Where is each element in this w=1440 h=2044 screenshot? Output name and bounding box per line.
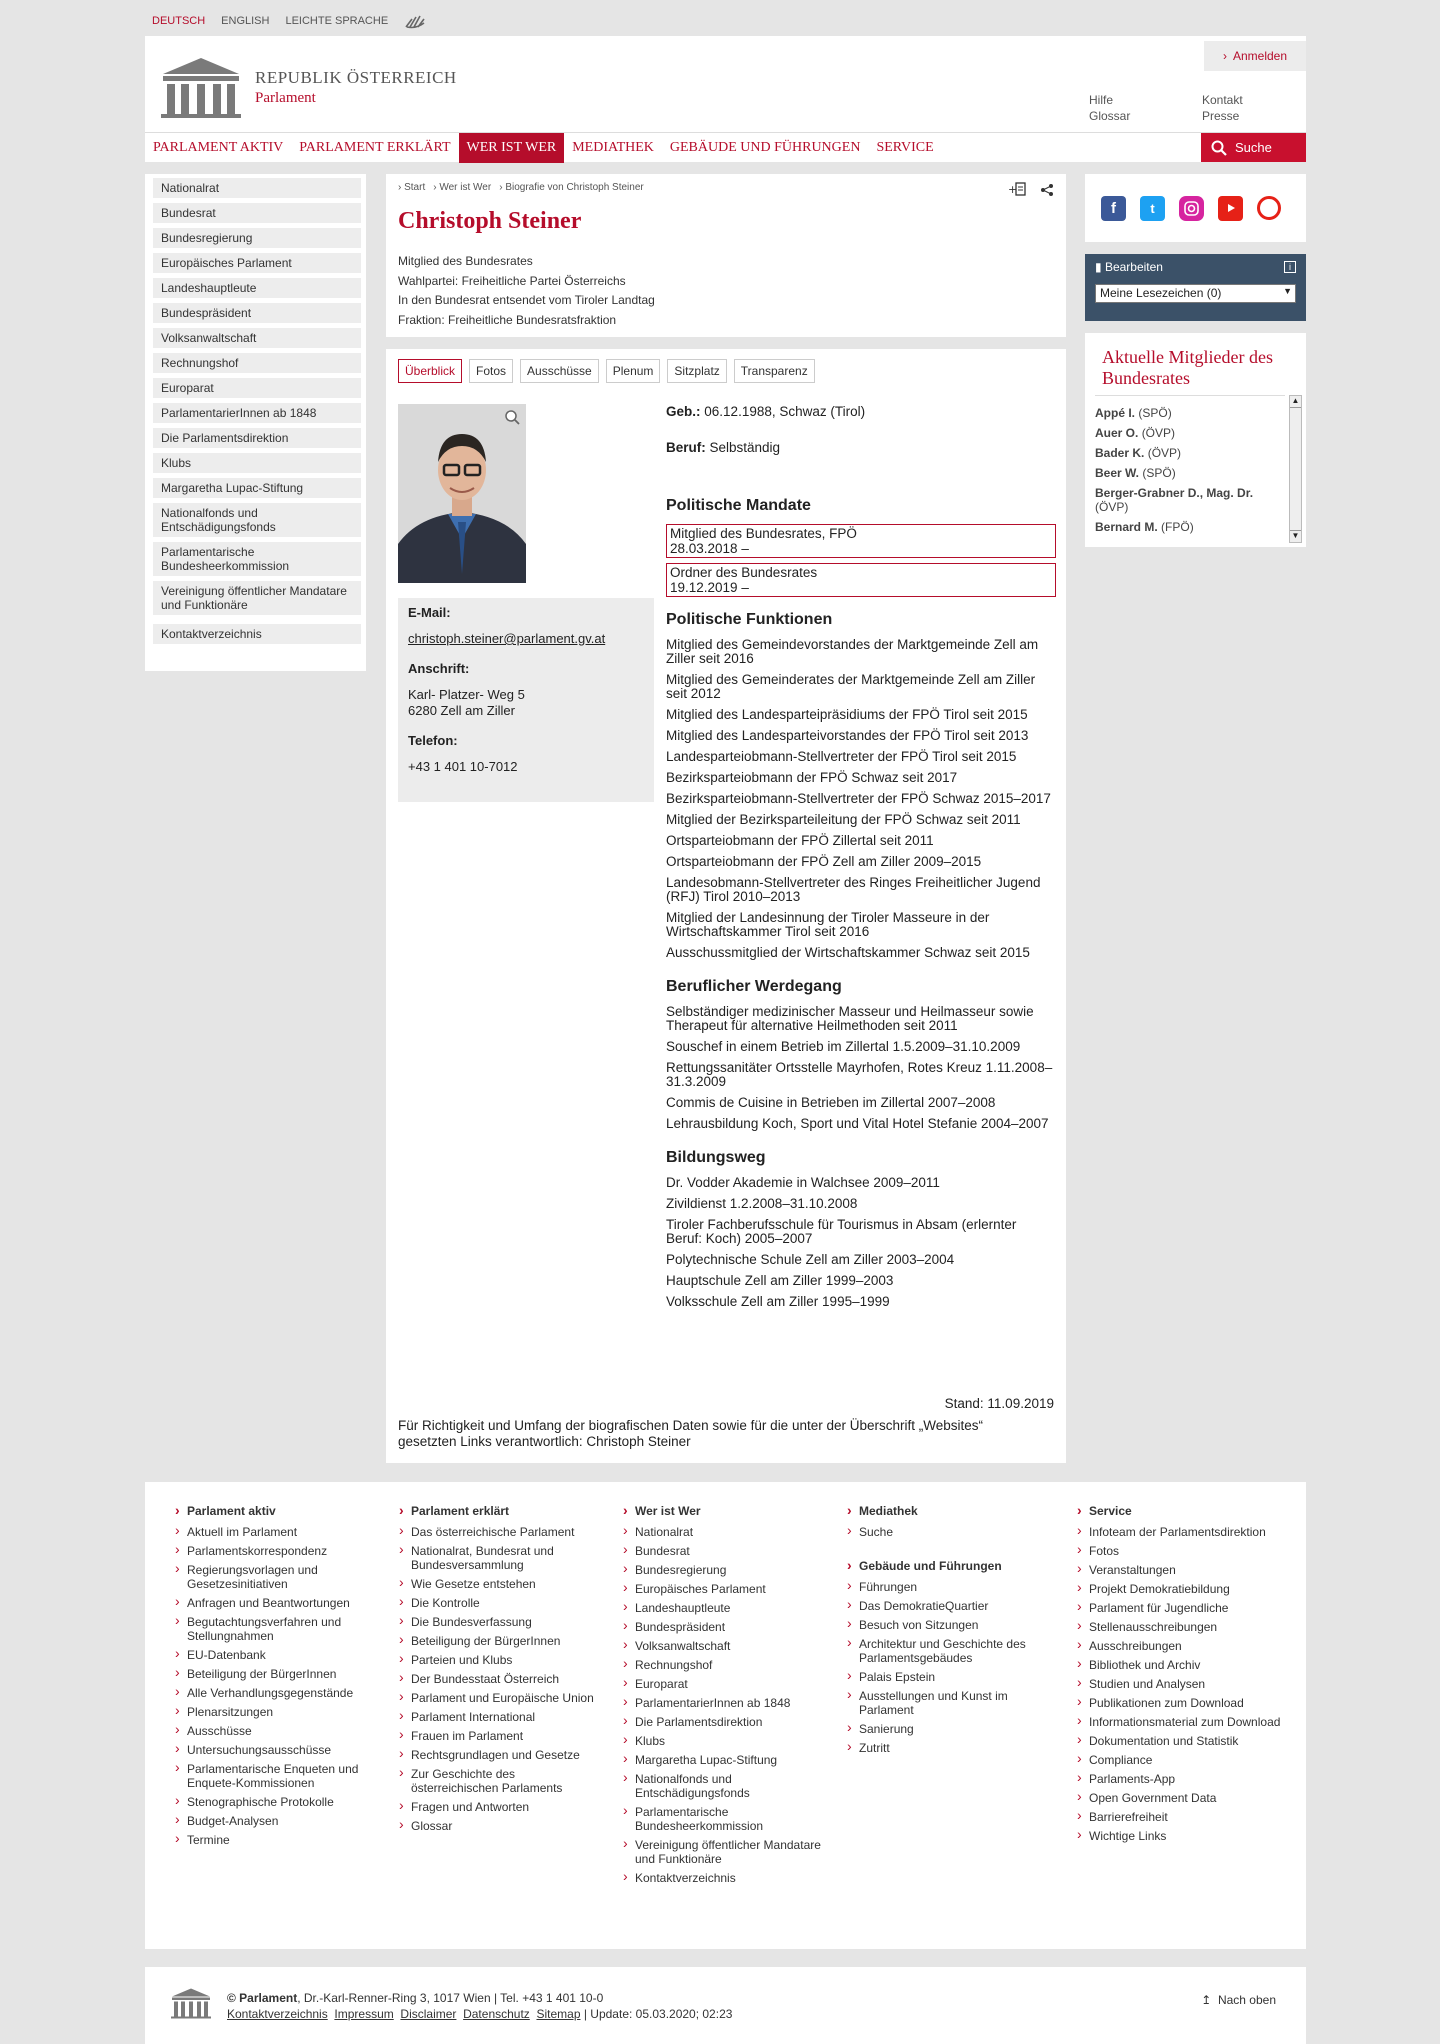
twitter-icon[interactable]: t — [1140, 196, 1165, 221]
list-item: Landesparteiobmann-Stellvertreter der FPÖ Tirol seit 2015 — [666, 749, 1017, 764]
footer-link[interactable]: › Untersuchungsausschüsse — [175, 1743, 380, 1757]
list-item: Rettungssanitäter Ortsstelle Mayrhofen, Rotes Kreuz 1.11.2008–31.3.2009 — [666, 1060, 1053, 1089]
mandate-date: 19.12.2019 – — [670, 580, 749, 595]
parliament-building-icon — [170, 1987, 212, 2019]
parliament-building-icon — [159, 56, 243, 118]
footer-link[interactable]: › Europäisches Parlament — [623, 1582, 828, 1596]
footer-link[interactable]: › Beteiligung der BürgerInnen — [175, 1667, 380, 1681]
list-item: Selbständiger medizinischer Masseur und Heilmasseur sowie Therapeut für alternative Heilmethoden seit 2011 — [666, 1004, 1034, 1033]
footer-link[interactable]: › Bundespräsident — [623, 1620, 828, 1634]
footer-link[interactable]: › Zutritt — [847, 1741, 1052, 1755]
footer-link[interactable]: › Parlamentarische Bundesheerkommission — [623, 1805, 828, 1833]
list-item: Mitglied des Gemeinderates der Marktgemeinde Zell am Ziller seit 2012 — [666, 672, 1036, 701]
list-item[interactable] — [1095, 446, 1285, 460]
tab-transparenz[interactable]: Transparenz — [734, 359, 815, 383]
list-item: Lehrausbildung Koch, Sport und Vital Hotel Stefanie 2004–2007 — [666, 1116, 1049, 1131]
footer-link[interactable]: › Führungen — [847, 1580, 1052, 1594]
sidebar-item-kontaktverzeichnis[interactable]: Kontaktverzeichnis — [153, 624, 361, 644]
footer-column-erklaert — [399, 1504, 604, 1838]
education-heading: Bildungsweg — [666, 1149, 766, 1166]
footer-link[interactable]: › Informationsmaterial zum Download — [1077, 1715, 1282, 1729]
footer-link[interactable]: › Europarat — [623, 1677, 828, 1691]
list-item: Dr. Vodder Akademie in Walchsee 2009–2011 — [666, 1175, 940, 1190]
footer-heading[interactable]: › Parlament aktiv — [175, 1504, 380, 1518]
sidebar — [145, 174, 366, 671]
footer-link[interactable]: › Barrierefreiheit — [1077, 1810, 1282, 1824]
portrait-photo[interactable] — [398, 404, 526, 583]
list-item: Mitglied des Landesparteipräsidiums der FPÖ Tirol seit 2015 — [666, 707, 1028, 722]
sidebar-item-nationalfonds[interactable]: Nationalfonds und Entschädigungsfonds — [153, 503, 361, 537]
logo-title: REPUBLIK ÖSTERREICH — [255, 67, 457, 87]
footer-column-aktiv — [175, 1504, 380, 1852]
update-info: | Update: 05.03.2020; 02:23 — [583, 2007, 733, 2021]
email-label: E-Mail: — [408, 605, 451, 620]
member-name: Bader K. — [1095, 446, 1145, 460]
footer-link[interactable]: › Aktuell im Parlament — [175, 1525, 380, 1539]
list-item: Ortsparteiobmann der FPÖ Zillertal seit 2011 — [666, 833, 934, 848]
biography — [666, 404, 1056, 1316]
sidebar-item-klubs[interactable]: Klubs — [153, 453, 361, 473]
svg-text:+: + — [1008, 183, 1018, 196]
sidebar-item-bundesrat[interactable]: Bundesrat — [153, 203, 361, 223]
breadcrumb-start-label: Start — [404, 182, 426, 193]
list-item[interactable] — [1095, 426, 1285, 440]
footer-heading[interactable]: › Gebäude und Führungen — [847, 1559, 1052, 1573]
person-summary — [398, 252, 655, 330]
member-party: (ÖVP) — [1095, 500, 1129, 514]
footer-column-mediathek — [847, 1504, 1052, 1760]
members-panel — [1085, 333, 1306, 547]
breadcrumb — [398, 182, 644, 193]
sidebar-item-landeshauptleute[interactable]: Landeshauptleute — [153, 278, 361, 298]
list-item: Zivildienst 1.2.2008–31.10.2008 — [666, 1196, 858, 1211]
footer-link[interactable]: › Ausstellungen und Kunst im Parlament — [847, 1689, 1052, 1717]
login-button[interactable]: › Anmelden — [1204, 41, 1306, 71]
footer-link[interactable]: › Parteien und Klubs — [399, 1653, 604, 1667]
profile-tabs — [398, 359, 815, 383]
footer-link[interactable]: › Wie Gesetze entstehen — [399, 1577, 604, 1591]
footer-link[interactable]: › Parlaments-App — [1077, 1772, 1282, 1786]
birth-label: Geb.: — [666, 404, 701, 419]
footer-link[interactable]: › Termine — [175, 1833, 380, 1847]
tab-ausschuesse[interactable]: Ausschüsse — [520, 359, 599, 383]
members-title: Aktuelle Mitglieder des Bundesrates — [1102, 347, 1273, 388]
presse-link[interactable]: Presse — [1202, 109, 1240, 123]
footer-link-sitemap[interactable]: Sitemap — [536, 2007, 581, 2021]
tab-sitzplatz[interactable]: Sitzplatz — [667, 359, 726, 383]
education-list — [666, 1176, 1056, 1309]
member-party: (ÖVP) — [1147, 446, 1182, 460]
email-link[interactable]: christoph.steiner@parlament.gv.at — [408, 631, 606, 646]
footer-link-impressum[interactable]: Impressum — [334, 2007, 394, 2021]
list-item: Souschef in einem Betrieb im Zillertal 1.5.2009–31.10.2009 — [666, 1039, 1021, 1054]
page-title: Christoph Steiner — [398, 208, 582, 234]
list-item: Polytechnische Schule Zell am Ziller 2003–2004 — [666, 1252, 955, 1267]
footer-link[interactable]: › Open Government Data — [1077, 1791, 1282, 1805]
list-item[interactable] — [1095, 486, 1285, 514]
login-label: Anmelden — [1232, 49, 1288, 63]
bookmarks-header: ▮ Bearbeiten — [1095, 260, 1163, 274]
parlament-app-icon[interactable] — [1257, 196, 1281, 220]
portrait-image — [398, 404, 526, 583]
tab-plenum[interactable]: Plenum — [606, 359, 661, 383]
page-tools — [1008, 182, 1054, 198]
footer-link[interactable]: › Kontaktverzeichnis — [623, 1871, 828, 1885]
parlament-logo[interactable] — [159, 56, 457, 118]
breadcrumb-current-label: Biografie von Christoph Steiner — [505, 182, 644, 193]
members-scrollbar[interactable] — [1289, 395, 1302, 543]
member-party: (SPÖ) — [1142, 466, 1176, 480]
list-item[interactable] — [1095, 406, 1285, 420]
facebook-icon[interactable]: f — [1101, 196, 1126, 221]
nav-service[interactable]: SERVICE — [876, 139, 934, 155]
sidebar-item-vereinigung[interactable]: Vereinigung öffentlicher Mandatare und Funktionäre — [153, 581, 361, 615]
mandate-title: Mitglied des Bundesrates, FPÖ — [670, 526, 857, 541]
sidebar-item-parlamentarier[interactable]: ParlamentarierInnen ab 1848 — [153, 403, 361, 423]
job-info — [666, 440, 1056, 455]
member-party: (SPÖ) — [1138, 406, 1172, 420]
sidebar-item-parlamentsdirektion[interactable]: Die Parlamentsdirektion — [153, 428, 361, 448]
social-links — [1085, 174, 1306, 242]
footer-link[interactable]: › Volksanwaltschaft — [623, 1639, 828, 1653]
footer-link[interactable]: › Palais Epstein — [847, 1670, 1052, 1684]
main-nav — [145, 132, 1306, 162]
person-role: Mitglied des Bundesrates — [398, 254, 533, 268]
tab-fotos[interactable]: Fotos — [469, 359, 513, 383]
list-item: Bezirksparteiobmann der FPÖ Schwaz seit 2017 — [666, 770, 958, 785]
footer-link[interactable]: › Frauen im Parlament — [399, 1729, 604, 1743]
mandate-date: 28.03.2018 – — [670, 541, 749, 556]
search-button[interactable] — [1201, 133, 1306, 162]
footer-link[interactable]: › Sanierung — [847, 1722, 1052, 1736]
list-item[interactable] — [1095, 466, 1285, 480]
list-item: Mitglied des Gemeindevorstandes der Marktgemeinde Zell am Ziller seit 2016 — [666, 637, 1039, 666]
members-list — [1095, 395, 1285, 545]
sidebar-item-eu-parlament[interactable]: Europäisches Parlament — [153, 253, 361, 273]
footer-link[interactable]: › Klubs — [623, 1734, 828, 1748]
sidebar-item-bundesheerkommission[interactable]: Parlamentarische Bundesheerkommission — [153, 542, 361, 576]
footer-link[interactable]: › Regierungsvorlagen und Gesetzesinitiativen — [175, 1563, 380, 1591]
footer-link[interactable]: › ParlamentarierInnen ab 1848 — [623, 1696, 828, 1710]
profile-content-card — [386, 349, 1066, 1463]
sidebar-item-nationalrat[interactable]: Nationalrat — [153, 178, 361, 198]
footer-link[interactable]: › Begutachtungsverfahren und Stellungnahmen — [175, 1615, 380, 1643]
mandate-item — [666, 524, 1056, 558]
sidebar-item-rechnungshof[interactable]: Rechnungshof — [153, 353, 361, 373]
footer-link[interactable]: › Glossar — [399, 1819, 604, 1833]
member-party: (ÖVP) — [1141, 426, 1176, 440]
footer-link[interactable]: › Nationalfonds und Entschädigungsfonds — [623, 1772, 828, 1800]
footer-link[interactable]: › Der Bundesstaat Österreich — [399, 1672, 604, 1686]
footer-link[interactable]: › Parlament für Jugendliche — [1077, 1601, 1282, 1615]
sidebar-item-bundesregierung[interactable]: Bundesregierung — [153, 228, 361, 248]
member-party: (FPÖ) — [1161, 520, 1194, 534]
search-label: Suche — [1235, 140, 1272, 155]
back-to-top-label: Nach oben — [1217, 1993, 1276, 2007]
list-item: Mitglied des Landesparteivorstandes der FPÖ Tirol seit 2013 — [666, 728, 1029, 743]
footer-link[interactable]: › EU-Datenbank — [175, 1648, 380, 1662]
footer-link[interactable]: › Stellenausschreibungen — [1077, 1620, 1282, 1634]
tab-ueberblick[interactable]: Überblick — [398, 359, 462, 383]
footer-heading[interactable]: › Wer ist Wer — [623, 1504, 828, 1518]
sidebar-item-volksanwaltschaft[interactable]: Volksanwaltschaft — [153, 328, 361, 348]
sidebar-item-lupac[interactable]: Margaretha Lupac-Stiftung — [153, 478, 361, 498]
hilfe-link[interactable]: Hilfe — [1089, 93, 1114, 107]
footer-link[interactable]: › Parlament und Europäische Union — [399, 1691, 604, 1705]
footer-link[interactable]: › Anfragen und Beantwortungen — [175, 1596, 380, 1610]
list-item: Ausschussmitglied der Wirtschaftskammer Schwaz seit 2015 — [666, 945, 1030, 960]
nav-parlament-aktiv[interactable]: PARLAMENT AKTIV — [153, 139, 284, 155]
footer-link[interactable]: › Nationalrat, Bundesrat und Bundesversammlung — [399, 1544, 604, 1572]
member-name: Auer O. — [1095, 426, 1139, 440]
job-value: Selbständig — [709, 440, 781, 455]
footer-link[interactable]: › Margaretha Lupac-Stiftung — [623, 1753, 828, 1767]
last-updated: Stand: 11.09.2019 — [944, 1396, 1054, 1411]
footer-link-disclaimer[interactable]: Disclaimer — [400, 2007, 457, 2021]
footer-link[interactable]: › Bundesrat — [623, 1544, 828, 1558]
footer-link[interactable]: › Landeshauptleute — [623, 1601, 828, 1615]
footer-link[interactable]: › Budget-Analysen — [175, 1814, 380, 1828]
mandate-title: Ordner des Bundesrates — [670, 565, 818, 580]
arrow-up-icon: ↥ — [1201, 1993, 1212, 2007]
footer-link[interactable]: › Bibliothek und Archiv — [1077, 1658, 1282, 1672]
footer-link[interactable]: › Fragen und Antworten — [399, 1800, 604, 1814]
footer-link[interactable]: › Architektur und Geschichte des Parlamentsgebäudes — [847, 1637, 1052, 1665]
nav-wer-ist-wer[interactable]: WER IST WER — [459, 133, 565, 163]
list-item[interactable] — [1095, 520, 1285, 534]
logo-subtitle: Parlament — [255, 89, 316, 106]
footer-link[interactable]: › Wichtige Links — [1077, 1829, 1282, 1843]
footer-heading[interactable]: › Service — [1077, 1504, 1282, 1518]
list-item: Commis de Cuisine in Betrieben im Zillertal 2007–2008 — [666, 1095, 996, 1110]
footer-link[interactable]: › Stenographische Protokolle — [175, 1795, 380, 1809]
address-value — [408, 687, 644, 719]
copyright-block — [227, 1990, 732, 2022]
footer — [145, 1482, 1306, 1949]
footer-link[interactable]: › Besuch von Sitzungen — [847, 1618, 1052, 1632]
person-faction: Fraktion: Freiheitliche Bundesratsfraktion — [398, 312, 617, 327]
list-item: Volksschule Zell am Ziller 1995–1999 — [666, 1294, 890, 1309]
list-item: Landesobmann-Stellvertreter des Ringes Freiheitlicher Jugend (RFJ) Tirol 2010–2013 — [666, 875, 1041, 904]
bookmarks-select[interactable] — [1095, 284, 1296, 303]
footer-link[interactable]: › Das österreichische Parlament — [399, 1525, 604, 1539]
list-item: Tiroler Fachberufsschule für Tourismus in Absam (erlernter Beruf: Koch) 2005–2007 — [666, 1217, 1017, 1246]
list-item: Mitglied der Landesinnung der Tiroler Masseure in der Wirtschaftskammer Tirol seit 2016 — [666, 910, 990, 939]
footer-link[interactable]: › Fotos — [1077, 1544, 1282, 1558]
address: , Dr.-Karl-Renner-Ring 3, 1017 Wien | Tel. +43 1 401 10-0 — [297, 1991, 604, 2005]
bookmarks-panel — [1085, 254, 1306, 321]
footer-link[interactable]: › Ausschüsse — [175, 1724, 380, 1738]
footer-column-wer — [623, 1504, 828, 1890]
bookmark-add-icon[interactable] — [1008, 182, 1028, 198]
person-party: Wahlpartei: Freiheitliche Partei Österreichs — [398, 273, 626, 288]
footer-link[interactable]: › Veranstaltungen — [1077, 1563, 1282, 1577]
lang-deutsch[interactable]: DEUTSCH — [152, 15, 206, 27]
footer-link[interactable]: › Studien und Analysen — [1077, 1677, 1282, 1691]
footer-link[interactable]: › Die Bundesverfassung — [399, 1615, 604, 1629]
sign-language-icon[interactable] — [404, 13, 428, 29]
footer-link[interactable]: › Beteiligung der BürgerInnen — [399, 1634, 604, 1648]
member-name: Beer W. — [1095, 466, 1140, 480]
kontakt-link[interactable]: Kontakt — [1202, 93, 1243, 107]
phone-label: Telefon: — [408, 733, 458, 748]
share-icon[interactable] — [1040, 183, 1054, 197]
footer-heading[interactable]: › Mediathek — [847, 1504, 1052, 1518]
address-label: Anschrift: — [408, 661, 470, 676]
bookmarks-label[interactable]: Bearbeiten — [1104, 260, 1163, 274]
footer-link[interactable]: › Compliance — [1077, 1753, 1282, 1767]
member-name: Appé I. — [1095, 406, 1136, 420]
glossar-link[interactable]: Glossar — [1089, 109, 1131, 123]
breadcrumb-start[interactable]: › Start — [398, 182, 426, 193]
footer-link[interactable]: › Rechnungshof — [623, 1658, 828, 1672]
language-bar — [152, 14, 428, 28]
search-icon — [1211, 140, 1227, 156]
footer-link[interactable]: › Vereinigung öffentlicher Mandatare und Funktionäre — [623, 1838, 828, 1866]
phone-value: +43 1 401 10-7012 — [408, 759, 518, 774]
footer-link[interactable]: › Publikationen zum Download — [1077, 1696, 1282, 1710]
footer-link[interactable]: › Die Kontrolle — [399, 1596, 604, 1610]
functions-list — [666, 638, 1056, 960]
breadcrumb-current: › Biografie von Christoph Steiner — [499, 182, 644, 193]
contact-box — [398, 598, 654, 802]
scroll-down-icon[interactable]: ▼ — [1291, 531, 1300, 540]
person-sent: In den Bundesrat entsendet vom Tiroler Landtag — [398, 293, 655, 307]
job-label: Beruf: — [666, 440, 706, 455]
footer-link[interactable]: › Parlamentskorrespondenz — [175, 1544, 380, 1558]
header — [145, 36, 1306, 132]
footer-link[interactable]: › Alle Verhandlungsgegenstände — [175, 1686, 380, 1700]
footer-column-service — [1077, 1504, 1282, 1848]
footer-link[interactable]: › Parlament International — [399, 1710, 604, 1724]
list-item: Mitglied der Bezirksparteileitung der FPÖ Schwaz seit 2011 — [666, 812, 1021, 827]
mandate-heading: Politische Mandate — [666, 497, 811, 514]
footer-link[interactable]: › Die Parlamentsdirektion — [623, 1715, 828, 1729]
footer-link-datenschutz[interactable]: Datenschutz — [463, 2007, 530, 2021]
mandate-item — [666, 563, 1056, 597]
footer-heading[interactable]: › Parlament erklärt — [399, 1504, 604, 1518]
footer-link[interactable]: › Dokumentation und Statistik — [1077, 1734, 1282, 1748]
scroll-up-icon[interactable]: ▲ — [1290, 396, 1301, 408]
footer-link[interactable]: › Infoteam der Parlamentsdirektion — [1077, 1525, 1282, 1539]
bookmarks-select-value: Meine Lesezeichen (0) — [1100, 286, 1222, 300]
birth-value: 06.12.1988, Schwaz (Tirol) — [704, 404, 866, 419]
nav-mediathek[interactable]: MEDIATHEK — [572, 139, 654, 155]
address-line1: Karl- Platzer- Weg 5 — [408, 687, 525, 702]
birth-info — [666, 404, 1056, 419]
footer-link[interactable]: › Das DemokratieQuartier — [847, 1599, 1052, 1613]
bottom-bar — [145, 1967, 1306, 2044]
breadcrumb-wer-label: Wer ist Wer — [439, 182, 492, 193]
youtube-icon[interactable] — [1218, 196, 1243, 221]
list-item: Bezirksparteiobmann-Stellvertreter der FPÖ Schwaz 2015–2017 — [666, 791, 1051, 806]
member-name: Berger-Grabner D., Mag. Dr. — [1095, 486, 1254, 500]
instagram-icon[interactable] — [1179, 196, 1204, 221]
breadcrumb-wer-ist-wer[interactable]: › Wer ist Wer — [433, 182, 492, 193]
footer-link[interactable]: › Suche — [847, 1525, 1052, 1539]
sidebar-item-europarat[interactable]: Europarat — [153, 378, 361, 398]
footer-link[interactable]: › Parlamentarische Enqueten und Enquete-Kommissionen — [175, 1762, 380, 1790]
footer-link-kontakt[interactable]: Kontaktverzeichnis — [227, 2007, 328, 2021]
career-list — [666, 1005, 1056, 1131]
footer-link[interactable]: › Plenarsitzungen — [175, 1705, 380, 1719]
footer-link[interactable]: › Ausschreibungen — [1077, 1639, 1282, 1653]
sidebar-item-bundespraesident[interactable]: Bundespräsident — [153, 303, 361, 323]
address-line2: 6280 Zell am Ziller — [408, 703, 515, 718]
footer-link[interactable]: › Rechtsgrundlagen und Gesetze — [399, 1748, 604, 1762]
profile-header-card — [386, 174, 1066, 337]
member-name: Bernard M. — [1095, 520, 1158, 534]
list-item: Hauptschule Zell am Ziller 1999–2003 — [666, 1273, 894, 1288]
career-heading: Beruflicher Werdegang — [666, 978, 842, 995]
list-item: Ortsparteiobmann der FPÖ Zell am Ziller 2009–2015 — [666, 854, 982, 869]
info-icon[interactable]: i — [1284, 261, 1296, 273]
lang-easy[interactable]: LEICHTE SPRACHE — [285, 15, 389, 27]
nav-parlament-erklaert[interactable]: PARLAMENT ERKLÄRT — [299, 139, 451, 155]
footer-link[interactable]: › Bundesregierung — [623, 1563, 828, 1577]
copyright: © Parlament — [227, 1991, 298, 2005]
nav-gebaeude[interactable]: GEBÄUDE UND FÜHRUNGEN — [669, 139, 861, 155]
back-to-top-button[interactable] — [1201, 1993, 1276, 2007]
chevron-down-icon: ▼ — [1283, 286, 1292, 296]
disclaimer: Für Richtigkeit und Umfang der biografischen Daten sowie für die unter der Überschrift „Websites“ gesetzten Links verantwortlich: Christoph Steiner — [398, 1418, 984, 1449]
footer-link[interactable]: › Projekt Demokratiebildung — [1077, 1582, 1282, 1596]
functions-heading: Politische Funktionen — [666, 611, 833, 628]
footer-link[interactable]: › Zur Geschichte des österreichischen Parlaments — [399, 1767, 604, 1795]
footer-link[interactable]: › Nationalrat — [623, 1525, 828, 1539]
lang-english[interactable]: ENGLISH — [221, 15, 270, 27]
